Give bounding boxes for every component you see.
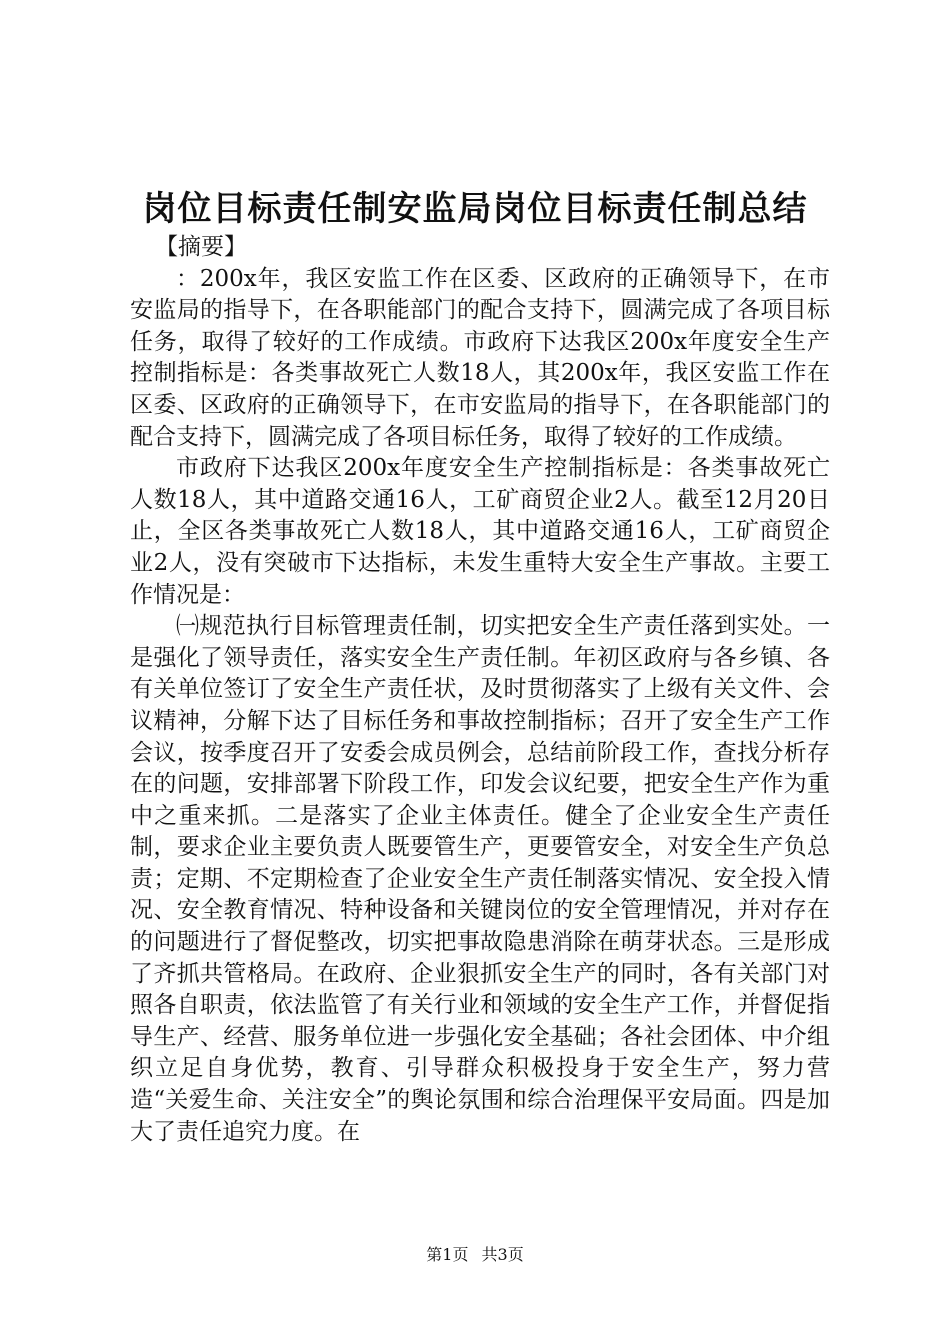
paragraph-responsibility: ㈠规范执行目标管理责任制，切实把安全生产责任落到实处。一是强化了领导责任，落实安全生产责任制。年初区政府与各乡镇、各有关单位签订了安全生产责任状，及时贯彻落实了上级有关文件、会议精神，分解下达了目标任务和事故控制指标；召开了安全生产工作会议，按季度召开了安委会成员例会，总结前阶段工作，查找分析存在的问题，安排部署下阶段工作，印发会议纪要，把安全生产作为重中之重来抓。二是落实了企业主体责任。健全了企业安全生产责任制，要求企业主要负责人既要管生产，更要管安全，对安全生产负总责；定期、不定期检查了企业安全生产责任制落实情况、安全投入情况、安全教育情况、特种设备和关键岗位的安全管理情况，并对存在的问题进行了督促整改，切实把事故隐患消除在萌芽状态。三是形成了齐抓共管格局。在政府、企业狠抓安全生产的同时，各有关部门对照各自职责，依法监管了有关行业和领域的安全生产工作，并督促指导生产、经营、服务单位进一步强化安全基础；各社会团体、中介组织立足自身优势，教育、引导群众积极投身于安全生产，努力营造“关爱生命、关注安全”的舆论氛围和综合治理保平安局面。四是加大了责任追究力度。在 xyxy=(130,613,830,1145)
paragraph-indicators: 市政府下达我区200x年度安全生产控制指标是：各类事故死亡人数18人，其中道路交通16人，工矿商贸企业2人。截至12月20日止，全区各类事故死亡人数18人，其中道路交通16人，工矿商贸企业2人，没有突破市下达指标，未发生重特大安全生产事故。主要工作情况是： xyxy=(130,455,830,608)
paragraph-summary: ：200x年，我区安监工作在区委、区政府的正确领导下，在市安监局的指导下，在各职能部门的配合支持下，圆满完成了各项目标任务，取得了较好的工作成绩。市政府下达我区200x年度安全生产控制指标是：各类事故死亡人数18人，其200x年，我区安监工作在区委、区政府的正确领导下，在市安监局的指导下，在各职能部门的配合支持下，圆满完成了各项目标任务，取得了较好的工作成绩。 xyxy=(130,265,830,450)
page-footer xyxy=(0,1244,950,1266)
summary-label: 【摘要】 xyxy=(155,234,247,260)
document-body xyxy=(130,232,830,1148)
document-title: 岗位目标责任制安监局岗位目标责任制总结 xyxy=(142,189,808,229)
page-number: 第1页 xyxy=(426,1245,469,1264)
page-total: 共3页 xyxy=(481,1245,524,1264)
